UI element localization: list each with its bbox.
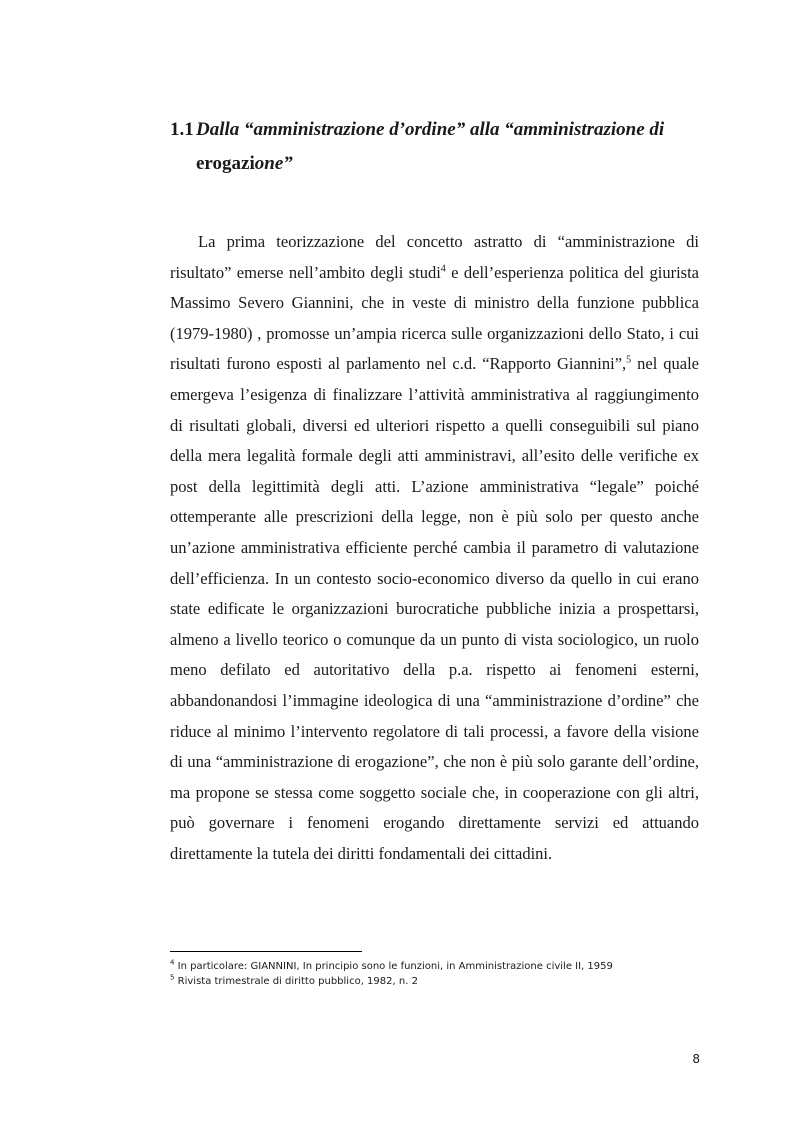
footnote-separator [170,951,362,952]
page-number: 8 [692,1052,700,1066]
footnote-text: Rivista trimestrale di diritto pubblico, 1982, n. 2 [174,975,418,987]
section-title-line2-regular: erogazi [196,153,255,174]
footnotes [170,960,730,989]
footnote-marker: 4 [170,958,175,967]
section-heading [170,113,700,181]
section-title-line1: Dalla “amministrazione d’ordine” alla “amministrazione di [196,119,665,140]
footnote-4 [170,960,730,975]
section-title-line2-italic: one” [254,153,293,174]
footnote-marker: 5 [170,973,175,982]
section-title [196,113,700,181]
paragraph-segment-3: nel quale emergeva l’esigenza di finalizzare l’attività amministrativa al raggiungimento di risultati globali, diversi ed ulteriori rispetto a quelli conseguibili sul piano della mera legalità formale degli atti amministravi, all’esito delle verifiche ex post della legittimità degli atti. L’azione amministrativa “legale” poiché ottemperante alle prescrizioni della legge, non è più solo per questo anche un’azione amministrativa efficiente perché cambia il parametro di valutazione dell’efficienza. In un contesto socio-economico diverso da quello in cui erano state edificate le organizzazioni burocratiche pubbliche inizia a prospettarsi, almeno a livello teorico o comunque da un punto di vista sociologico, un ruolo meno defilato ed autoritativo della p.a. rispetto ai fenomeni esterni, abbandonandosi l’immagine ideologica di una “amministrazione d’ordine” che riduce al minimo l’intervento regolatore di tali processi, a favore della visione di una “amministrazione di erogazione”, che non è più solo garante dell’ordine, ma propone se stessa come soggetto sociale che, in cooperazione con gli altri, può governare i fenomeni erogando direttamente servizi ed attuando direttamente la tutela dei diritti fondamentali dei cittadini. [170,354,699,863]
paragraph-segment-1: La prima teorizzazione del concetto astratto di “amministrazione di risultato” emerse nell’ambito degli studi [170,232,699,282]
paragraph-segment-2: e dell’esperienza politica del giurista Massimo Severo Giannini, che in veste di ministro della funzione pubblica (1979-1980) , promosse un’ampia ricerca sulle organizzazioni dello Stato, i cui risultati furono esposti al parlamento nel c.d. “Rapporto Giannini”, [170,262,700,374]
footnote-text: In particolare: GIANNINI, In principio sono le funzioni, in Amministrazione civile II, 1959 [174,961,613,972]
section-number: 1.1 [170,119,194,140]
footnote-reference-5[interactable]: 5 [626,354,632,366]
footnote-reference-4[interactable]: 4 [440,263,446,275]
footnote-5 [170,975,730,990]
body-paragraph [170,227,699,869]
